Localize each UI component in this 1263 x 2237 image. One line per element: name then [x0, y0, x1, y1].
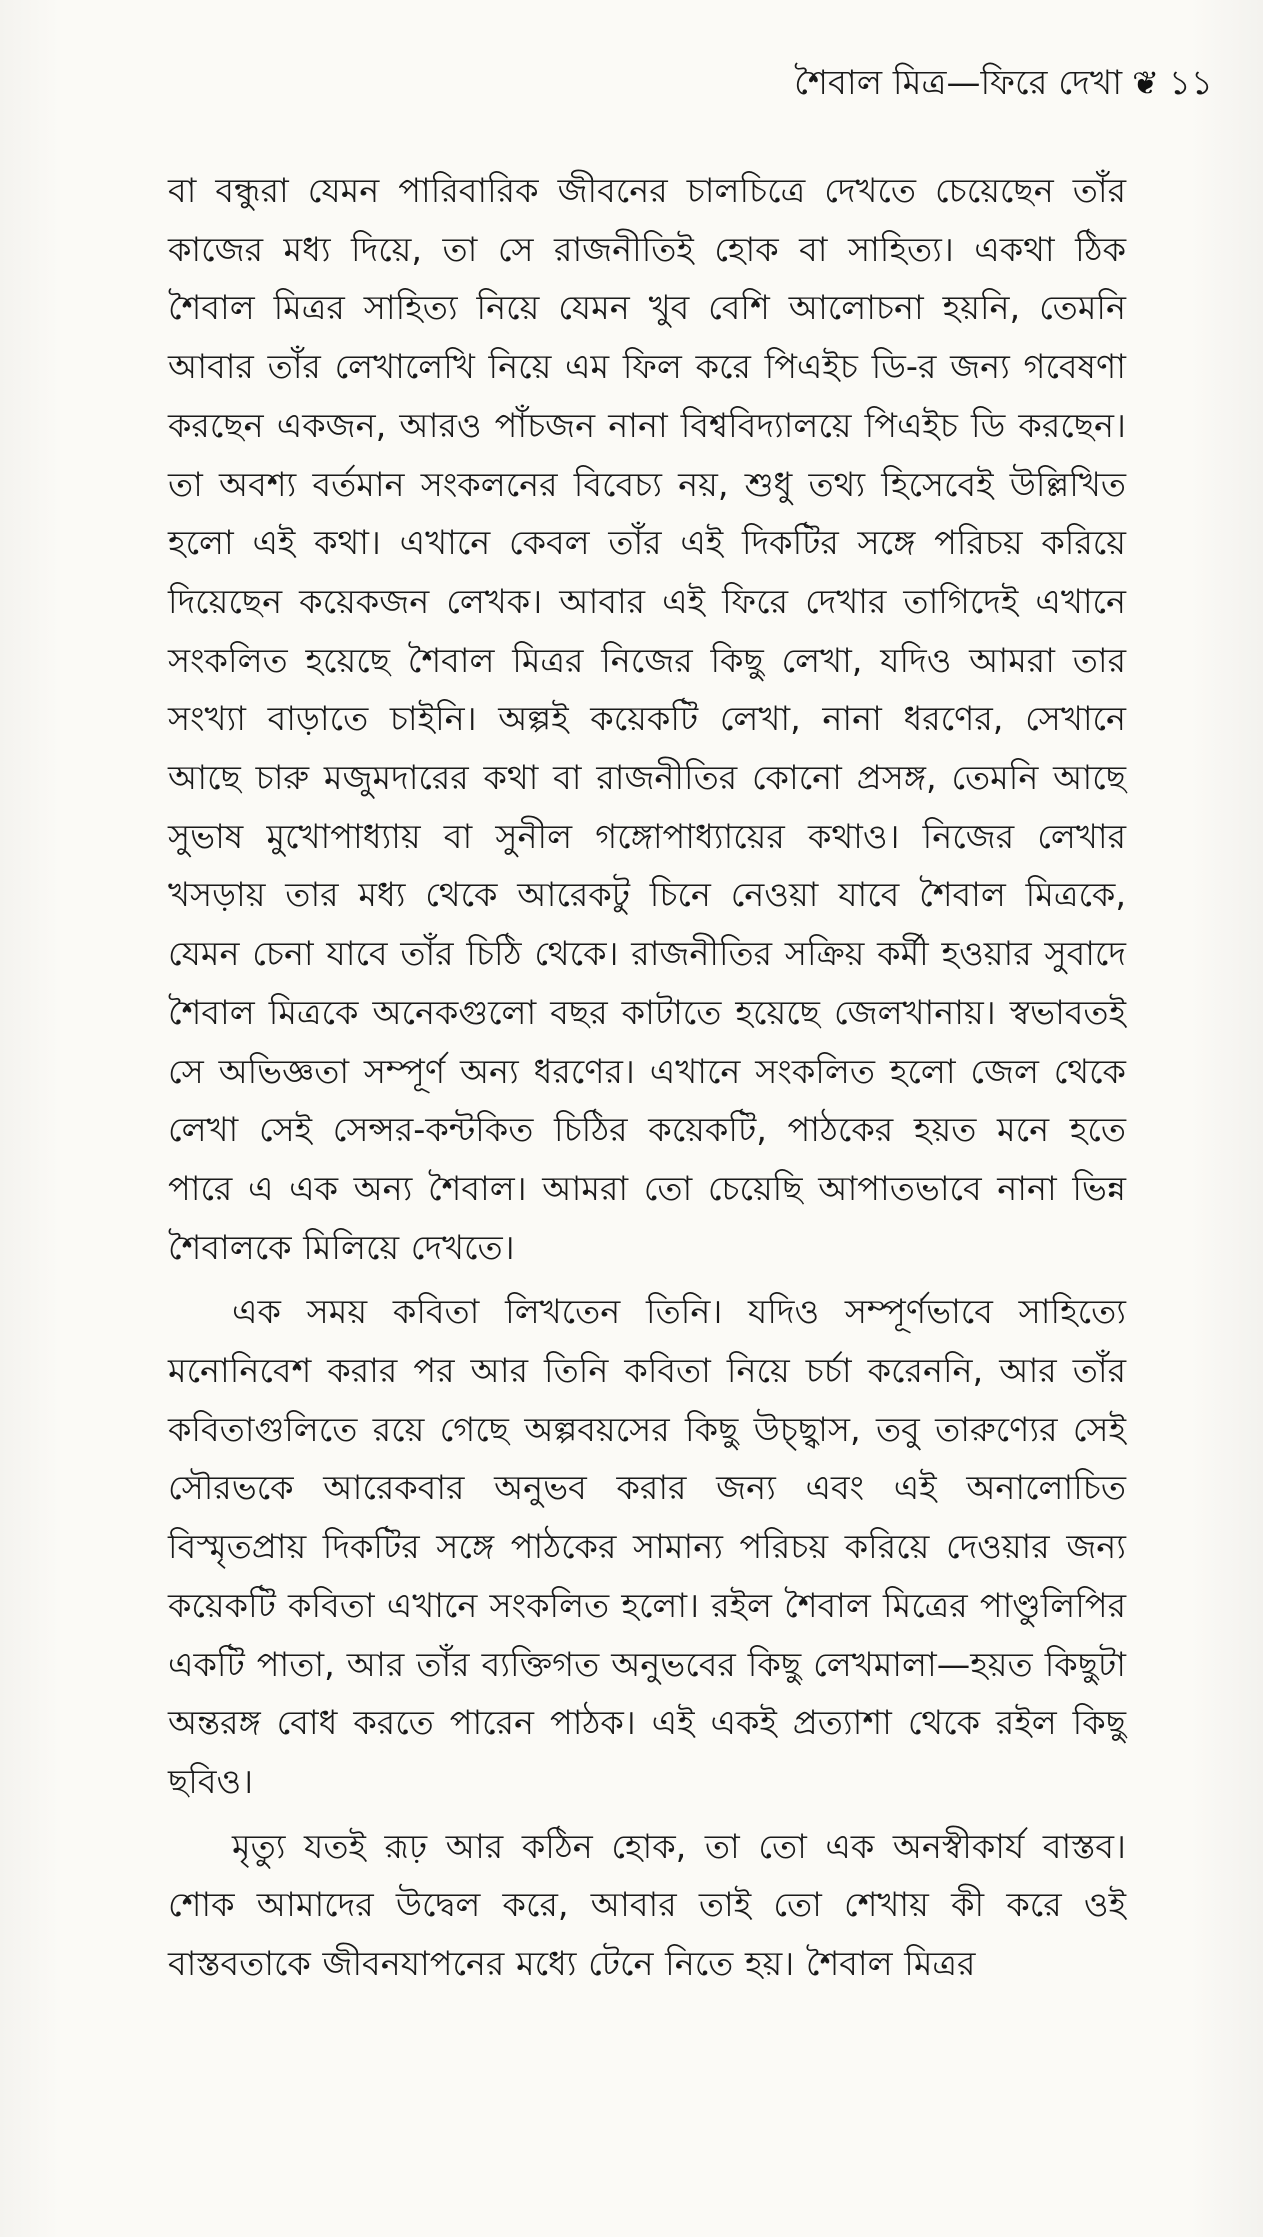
paragraph-3: মৃত্যু যতই রূঢ় আর কঠিন হোক, তা তো এক অনস্বীকার্য বাস্তব। শোক আমাদের উদ্বেল করে, আবার তাই তো শেখায় কী করে ওই বাস্তবতাকে জীবনযাপনের মধ্যে টেনে নিতে হয়। শৈবাল মিত্রর	[168, 1826, 1126, 1984]
running-header	[794, 63, 1213, 103]
paragraph-2: এক সময় কবিতা লিখতেন তিনি। যদিও সম্পূর্ণভাবে সাহিত্যে মনোনিবেশ করার পর আর তিনি কবিতা নিয়ে চর্চা করেননি, আর তাঁর কবিতাগুলিতে রয়ে গেছে অল্পবয়সের কিছু উচ্ছ্বাস, তবু তারুণ্যের সেই সৌরভকে আরেকবার অনুভব করার জন্য এবং এই অনালোচিত বিস্মৃতপ্রায় দিকটির সঙ্গে পাঠকের সামান্য পরিচয় করিয়ে দেওয়ার জন্য কয়েকটি কবিতা এখানে সংকলিত হলো। রইল শৈবাল মিত্রের পাণ্ডুলিপির একটি পাতা, আর তাঁর ব্যক্তিগত অনুভবের কিছু লেখমালা—হয়ত কিছুটা অন্তরঙ্গ বোধ করতে পারেন পাঠক। এই একই প্রত্যাশা থেকে রইল কিছু ছবিও।	[168, 1292, 1126, 1801]
paragraph-1: বা বন্ধুরা যেমন পারিবারিক জীবনের চালচিত্রে দেখতে চেয়েছেন তাঁর কাজের মধ্য দিয়ে, তা সে রাজনীতিই হোক বা সাহিত্য। একথা ঠিক শৈবাল মিত্রর সাহিত্য নিয়ে যেমন খুব বেশি আলোচনা হয়নি, তেমনি আবার তাঁর লেখালেখি নিয়ে এম ফিল করে পিএইচ ডি-র জন্য গবেষণা করছেন একজন, আরও পাঁচজন নানা বিশ্ববিদ্যালয়ে পিএইচ ডি করছেন। তা অবশ্য বর্তমান সংকলনের বিবেচ্য নয়, শুধু তথ্য হিসেবেই উল্লিখিত হলো এই কথা। এখানে কেবল তাঁর এই দিকটির সঙ্গে পরিচয় করিয়ে দিয়েছেন কয়েকজন লেখক। আবার এই ফিরে দেখার তাগিদেই এখানে সংকলিত হয়েছে শৈবাল মিত্রর নিজের কিছু লেখা, যদিও আমরা তার সংখ্যা বাড়াতে চাইনি। অল্পই কয়েকটি লেখা, নানা ধরণের, সেখানে আছে চারু মজুমদারের কথা বা রাজনীতির কোনো প্রসঙ্গ, তেমনি আছে সুভাষ মুখোপাধ্যায় বা সুনীল গঙ্গোপাধ্যায়ের কথাও। নিজের লেখার খসড়ায় তার মধ্য থেকে আরেকটু চিনে নেওয়া যাবে শৈবাল মিত্রকে, যেমন চেনা যাবে তাঁর চিঠি থেকে। রাজনীতির সক্রিয় কর্মী হওয়ার সুবাদে শৈবাল মিত্রকে অনেকগুলো বছর কাটাতে হয়েছে জেলখানায়। স্বভাবতই সে অভিজ্ঞতা সম্পূর্ণ অন্য ধরণের। এখানে সংকলিত হলো জেল থেকে লেখা সেই সেন্সর-কন্টকিত চিঠির কয়েকটি, পাঠকের হয়ত মনে হতে পারে এ এক অন্য শৈবাল। আমরা তো চেয়েছি আপাতভাবে নানা ভিন্ন শৈবালকে মিলিয়ে দেখতে।	[168, 171, 1126, 1267]
running-title: শৈবাল মিত্র—ফিরে দেখা	[794, 63, 1123, 103]
body-text	[168, 162, 1126, 1994]
flower-ornament-icon: ❦	[1132, 64, 1159, 102]
page-number: ১১	[1168, 63, 1213, 103]
